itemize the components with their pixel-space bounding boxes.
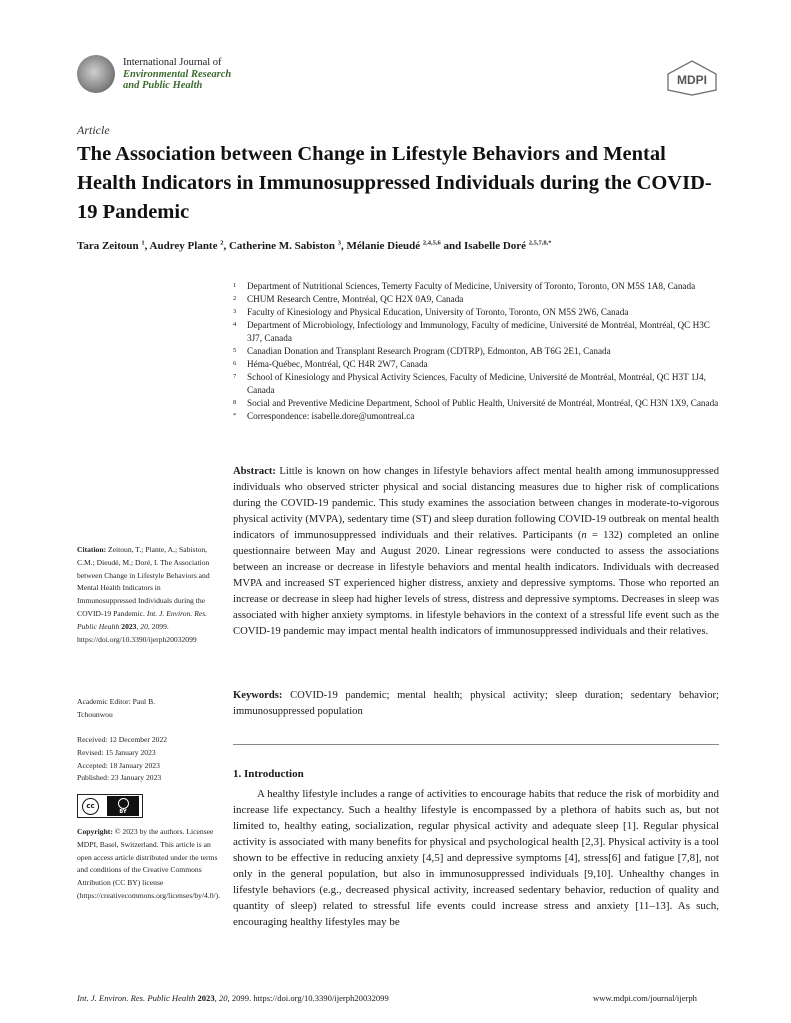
- citation-doi[interactable]: 2099. https://doi.org/10.3390/ijerph20032099: [77, 621, 197, 644]
- citation-label: Citation:: [77, 545, 107, 554]
- author-affiliation-number: 2: [220, 239, 224, 247]
- affiliation-item: [233, 306, 723, 319]
- author-separator: ,: [223, 240, 229, 252]
- abstract-n-variable: n: [581, 530, 587, 541]
- accepted-date: Accepted: 18 January 2023: [77, 760, 160, 770]
- affiliation-number: 8: [233, 399, 237, 406]
- affiliation-text: Correspondence: isabelle.dore@umontreal.ca: [247, 411, 415, 421]
- cc-icon: cc: [82, 798, 99, 815]
- citation-block: [77, 544, 219, 646]
- affiliation-number: 4: [233, 321, 237, 328]
- citation-text: Zeitoun, T.; Plante, A.; Sabiston, C.M.; Dieudé, M.; Doré, I. The Association between Change in Lifestyle Behaviors and Mental Health Indicators in Immunosuppressed Individuals during the COVID-19 Pandemic.: [77, 545, 210, 618]
- affiliations-list: [233, 280, 723, 423]
- affiliation-item: [233, 397, 723, 410]
- abstract-text-part1: Little is known on how changes in lifestyle behaviors affect mental health among immunosuppressed individuals who observed stricter physical and social distancing measures due to higher risk of complications during the COVID-19 pandemic. This study examines the association between changes in moderate-to-vigorous physical activity (MVPA), sedentary time (ST) and sleep duration following COVID-19 outbreak on mental health indicators of immunosuppressed individuals and their relatives. Participants (: [233, 466, 719, 541]
- author-separator: ,: [144, 240, 150, 252]
- affiliation-item: [233, 319, 723, 345]
- author-name[interactable]: Catherine M. Sabiston: [228, 240, 338, 252]
- copyright-text: © 2023 by the authors. Licensee MDPI, Basel, Switzerland. This article is an open access article distributed under the terms and conditions of the Creative Commons Attribution (CC BY) license (https://creativecommons.org/licenses/by/4.0/).: [77, 827, 221, 900]
- footer-year: 2023: [195, 993, 215, 1003]
- keywords: [233, 688, 719, 720]
- footer-journal: Int. J. Environ. Res. Public Health: [77, 993, 196, 1003]
- affiliation-text: Department of Nutritional Sciences, Temerty Faculty of Medicine, University of Toronto, Toronto, ON M5S 1A8, Canada: [247, 281, 696, 291]
- affiliation-text: Faculty of Kinesiology and Physical Education, University of Toronto, Toronto, ON M5S 2W6, Canada: [247, 307, 629, 317]
- affiliation-text: School of Kinesiology and Physical Activity Sciences, Faculty of Medicine, Université de Montréal, Montréal, QC H3T 1J4, Canada: [247, 372, 706, 395]
- revised-date: Revised: 15 January 2023: [77, 747, 156, 757]
- affiliation-number: 1: [233, 282, 237, 289]
- journal-name-line2: Environmental Research: [123, 68, 232, 80]
- affiliation-number: 3: [233, 308, 237, 315]
- published-date: Published: 23 January 2023: [77, 773, 162, 783]
- affiliation-item: [233, 293, 723, 306]
- journal-name-line1: International Journal of: [123, 57, 222, 68]
- academic-editor-line1: Academic Editor: Paul B.: [77, 697, 156, 706]
- affiliation-text: Canadian Donation and Transplant Research Program (CDTRP), Edmonton, AB T6G 2E1, Canada: [247, 346, 611, 356]
- affiliation-number: 5: [233, 347, 237, 354]
- affiliation-text: CHUM Research Centre, Montréal, QC H2X 0A9, Canada: [247, 294, 464, 304]
- mdpi-logo: [666, 60, 718, 96]
- affiliation-number: *: [233, 412, 237, 419]
- author-list: [77, 240, 552, 252]
- article-title: The Association between Change in Lifestyle Behaviors and Mental Health Indicators in Immunosuppressed Individuals during the COVID-19 Pandemic: [77, 143, 712, 223]
- author-name[interactable]: Mélanie Dieudé: [346, 240, 423, 252]
- keywords-label: Keywords:: [233, 690, 283, 701]
- academic-editor-line2: Tchounwou: [77, 709, 113, 719]
- citation-volume: , 20,: [136, 621, 150, 631]
- footer-citation: [77, 993, 389, 1003]
- affiliation-item: [233, 345, 723, 358]
- received-date: Received: 12 December 2022: [77, 735, 168, 744]
- abstract: [233, 464, 719, 640]
- author-name[interactable]: Isabelle Doré: [464, 240, 529, 252]
- academic-editor: [77, 696, 219, 722]
- publication-dates: [77, 734, 219, 785]
- affiliation-number: 6: [233, 360, 237, 367]
- affiliation-number: 2: [233, 295, 237, 302]
- affiliation-item: [233, 371, 723, 397]
- abstract-text-part2: = 132) completed an online questionnaire between May and August 2020. Linear regressions were conducted to assess the associations between an increase or decrease in lifestyle behaviors and mental health indicators. Individuals with decreased MVPA and increased ST experienced higher distress, anxiety and depressive symptoms. Those who reported an increase or decrease in sleep had higher levels of stress, distress and depressive symptoms. Decreases in sleep was associated with higher anxiety symptoms. in lifestyle behaviors in the context of a stressful life event such as the COVID-19 pandemic may impact mental health indicators of immunosuppressed individuals and their relatives.: [233, 530, 719, 637]
- footer-journal-url[interactable]: www.mdpi.com/journal/ijerph: [593, 993, 697, 1003]
- author-affiliation-number: 1: [141, 239, 145, 247]
- citation-year: 2023: [119, 621, 137, 631]
- journal-logo: [77, 55, 115, 93]
- footer-doi[interactable]: 2099. https://doi.org/10.3390/ijerph20032099: [229, 993, 389, 1003]
- affiliation-text: Social and Preventive Medicine Department, School of Public Health, Université de Montréal, Montréal, QC H3N 1X9, Canada: [247, 398, 719, 408]
- author-affiliation-number: 2,4,5,6: [422, 239, 441, 247]
- abstract-label: Abstract:: [233, 466, 276, 477]
- author-separator: ,: [341, 240, 347, 252]
- author-name[interactable]: Tara Zeitoun: [77, 240, 142, 252]
- affiliation-number: 7: [233, 373, 237, 380]
- by-label: BY: [119, 808, 127, 815]
- keywords-text: COVID-19 pandemic; mental health; physical activity; sleep duration; sedentary behavior; immunosuppressed population: [233, 690, 719, 717]
- by-icon: [107, 796, 139, 816]
- author-separator: and: [440, 240, 465, 252]
- mdpi-logo-text: MDPI: [677, 73, 707, 87]
- copyright-block: [77, 826, 219, 903]
- journal-name-line3: and Public Health: [123, 80, 203, 91]
- affiliation-text: Héma-Québec, Montréal, QC H4R 2W7, Canada: [247, 359, 428, 369]
- cc-by-license-icon[interactable]: [77, 794, 143, 818]
- article-type: Article: [77, 123, 110, 137]
- introduction-heading: 1. Introduction: [233, 768, 304, 780]
- footer-volume: , 20,: [214, 993, 230, 1003]
- affiliation-item: [233, 280, 723, 293]
- introduction-text: A healthy lifestyle includes a range of activities to encourage habits that reduce the risk of morbidity and increase life expectancy. Such a healthy lifestyle is encompassed by a plethora of habits such as, but not limited to, healthy eating, socialization, regular physical activity and adequate sleep [1]. Regular physical activity is associated with many benefits for physical and psychological health [2,3]. Physical activity is a tool shown to be effective in reducing anxiety [4,5] and depressive symptoms [4], stress[6] and fatigue [7,8], not only in the general population, but also in immunosuppressed individuals [9,10]. Unhealthy changes in lifestyle behaviors (e.g., decreased physical activity, increased sedentary behavior, reduction of quality and quantity of sleep) related to stressful life events could increase stress and anxiety [11–13]. As such, encouraging healthy lifestyles may be: [233, 788, 719, 928]
- author-affiliation-number: 2,5,7,8,*: [528, 239, 552, 247]
- attribution-person-icon: [118, 798, 129, 809]
- section-divider: [233, 744, 719, 745]
- affiliation-item: [233, 358, 723, 371]
- copyright-label: Copyright:: [77, 827, 113, 836]
- author-affiliation-number: 3: [337, 239, 342, 247]
- author-name[interactable]: Audrey Plante: [149, 240, 221, 252]
- affiliation-text: Department of Microbiology, Infectiology and Immunology, Faculty of medicine, Université de Montréal, Montréal, QC H3C 3J7, Canada: [247, 320, 710, 343]
- citation-journal: Int. J. Environ. Res. Public Health: [77, 608, 208, 631]
- journal-name: [123, 57, 231, 92]
- affiliation-item: [233, 410, 723, 423]
